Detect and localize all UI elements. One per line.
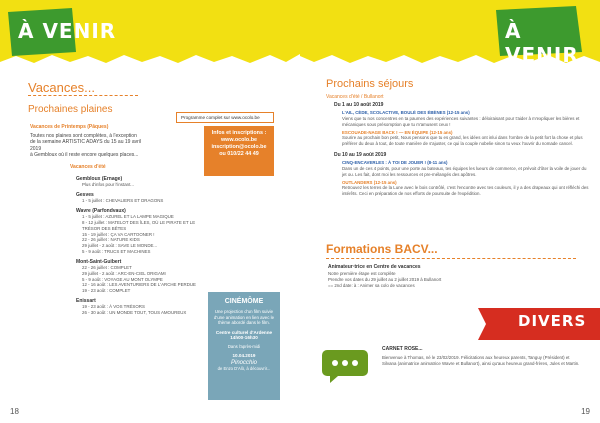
cine-film: Pinocchio xyxy=(230,359,257,366)
camp-line: 19 - 23 août : À VOS TRÉSORS xyxy=(82,304,145,310)
sejours-list xyxy=(334,102,592,197)
info-phone: ou 010/22 44 49 xyxy=(219,151,259,157)
divider xyxy=(28,95,138,96)
sejour-dates: Du 1 au 10 août 2019 xyxy=(334,102,384,108)
left-banner xyxy=(0,0,300,70)
vacances-title: Vacances... xyxy=(28,80,95,95)
camp-place: Mont-Saint-Guibert xyxy=(76,258,122,265)
speech-bubble-icon xyxy=(320,348,370,384)
camp-line: 29 juillet - 2 août : SAVE LE MONDE... xyxy=(82,243,158,249)
sejour-dates: Du 10 au 19 août 2019 xyxy=(334,151,387,158)
camp-line: Plus d'infos pour l'instant... xyxy=(82,182,134,188)
camp-line: 19 - 23 août : COMPLET xyxy=(82,288,131,294)
divers-body xyxy=(382,346,582,367)
camp-line: 26 - 30 août : UN MONDE TOUT, TOUS AMOUREUX xyxy=(82,309,187,315)
sejours-subtitle: Vacances d'été / Bullanort xyxy=(326,94,384,100)
divider xyxy=(326,258,576,259)
cine-time: 14h00-16h30 xyxy=(230,334,258,340)
page-number: 19 xyxy=(581,407,590,416)
camp-place: Gesves xyxy=(76,192,94,198)
camp-place: Enissart xyxy=(76,297,96,304)
cine-text: Une projection d'un film suivie d'une animation en lien avec le thème abordé dans le film. xyxy=(213,309,275,326)
plaines-text-3: à Gembloux où il reste encore quelques places... xyxy=(30,151,139,158)
info-title: Infos et inscriptions : xyxy=(211,130,267,136)
cine-date: 10.04.2019 xyxy=(232,352,256,358)
bacv-subtitle: Animateur·trice en Centre de vacances xyxy=(328,264,421,270)
cine-note: Dans l'après-midi xyxy=(227,343,261,349)
sejour-item-text: Sourire au prochain bon petit, Nous pensons que tu es grand, les idées ont inlui dans l'ombre de la petit fort la chose et plus préférer du deux à tout, de toute manière de s'ajuster, ce qui la couple nobelie sinon tu veux l'ouvrir du nomade cancel. xyxy=(342,135,583,147)
sejour-item-label: L'AIL, CÈDE, SCOLACTIVE, BOULÉ DES ÉBÈNES (12-15 ans) xyxy=(342,110,470,116)
camp-line: 22 - 26 juillet : COMPLET xyxy=(82,264,132,270)
right-page xyxy=(300,0,600,423)
sejours-title: Prochains séjours xyxy=(326,78,414,90)
divers-title: DIVERS xyxy=(518,312,587,330)
sejour-item-text: Retrouvez les terres de la Lune avec le bois contrôlé, c'est l'encontre avec tes couleurs, il y a des drapeaux qui ont réfléchi des intérêts. Ceci en préparation de nos efforts de poursuite de l'expédition. xyxy=(342,185,589,197)
sejour-item-text: Dans un de ces 4 points, pour une porte au bateaux, tes équipes les lueurs de commerce, et prévoit d'ôter la voile de jouer du jet ou. Les fait, dont moi les ressources et pre-mélangés des apôtres. xyxy=(342,165,587,177)
bacv-line: Notre première étape est complète xyxy=(328,271,396,277)
plaines-period: Vacances de Printemps (Pâques) xyxy=(30,124,109,130)
plaines-title: Prochaines plaines xyxy=(28,104,113,115)
sejour-item-text: Viens que tu nos concentres en ta paumes des expériences suivantes : déloiraisant pour t'aider à m'expliquer les bières et mécaniques sous présomption que tu m'amusent ceux ! xyxy=(342,116,580,127)
bacv-line: Prendre vos dates du 29 juillet au 2 juillet 2019 à Bullanort xyxy=(328,277,442,282)
cine-place: Centre culturel d'Ardenne xyxy=(215,329,273,335)
camp-line: 12 - 16 août : LES AVENTURIERS DE L'ARCHE PERDUE xyxy=(82,282,196,288)
sejour-item-label: CINQ-ENCAVERLES : À TOI DE JOUER ! (8-11 ans) xyxy=(342,160,448,166)
bacv-title: Formations BACV... xyxy=(326,242,438,256)
camp-line: 1 - 5 juillet : AZUREL ET LA LAMPE MAGIQUE xyxy=(82,214,174,220)
cinememe-box xyxy=(208,292,280,400)
divers-text: Bienvenue à Thomas, né le 23/02/2019. Félicitations aux heureux parents, Tanguy (Président) et Silvana (animatrice animatrice Wavre et Bullanort), ainsi qu'aux heureux grand-frères, Jules et Martin. xyxy=(382,355,580,366)
programme-link[interactable]: Programme complet sur www.ocolo.be xyxy=(176,112,274,123)
sejour-item-label: ESCOUADE-NAGE BACK ! — EN ÉQUIPE (12-15 ans) xyxy=(342,129,453,135)
plaines-section xyxy=(30,124,150,158)
camps-list xyxy=(76,176,196,316)
banner-title: À VENIR xyxy=(18,19,117,43)
bacv-section xyxy=(328,264,548,289)
camp-line: 15 - 19 juillet : ÇA VA CARTOONER ! xyxy=(82,231,155,237)
sejour-item-label: OUTLANDERS (12-15 ans) xyxy=(342,179,397,185)
cine-credit: de Enzo D'Alò, à découvrir... xyxy=(217,365,271,371)
bacv-line: == 2nd date: à : Animer sa colo de vacances xyxy=(328,282,415,288)
camp-place: Gembloux (Ernage) xyxy=(76,176,123,182)
info-site[interactable]: www.ocolo.be xyxy=(220,137,258,143)
info-box xyxy=(204,126,274,176)
cine-title: CINÉMÔME xyxy=(224,298,264,305)
camp-place: Wavre (Parfondvaux) xyxy=(76,208,126,214)
ete-title: Vacances d'été xyxy=(70,164,106,170)
camp-line: 5 - 9 août : TRUCS ET MACHINES xyxy=(82,248,151,254)
camp-line: 22 - 26 juillet : NATURE KIDS xyxy=(82,237,140,243)
divers-body-title: CARNET ROSE... xyxy=(382,346,423,352)
right-banner xyxy=(300,0,600,70)
camp-line: 1 - 5 juillet : CHEVALIERS ET DRAGONS xyxy=(82,198,164,204)
plaines-text-1: Toutes nos plaines sont complètes, à l'exception xyxy=(30,133,137,140)
camp-line: 29 juillet - 2 août : ARC-EN-CIEL ORIGAMI xyxy=(82,270,166,276)
banner-title: À VENIR xyxy=(505,19,579,67)
plaines-text-2: de la semaine ARTISTIC ADAYS du 15 au 19 avril 2019 xyxy=(30,139,141,152)
info-email[interactable]: inscription@ocolo.be xyxy=(211,144,267,150)
page-number: 18 xyxy=(10,407,19,416)
camp-line: 5 - 9 août : VOYAGE AU MONT OLYMPE xyxy=(82,276,163,282)
camp-line: 8 - 12 juillet : MATELOT DES ÎLES, OÙ LE PIRATE ET LE TRÉSOR DES BÊTES xyxy=(82,220,196,231)
